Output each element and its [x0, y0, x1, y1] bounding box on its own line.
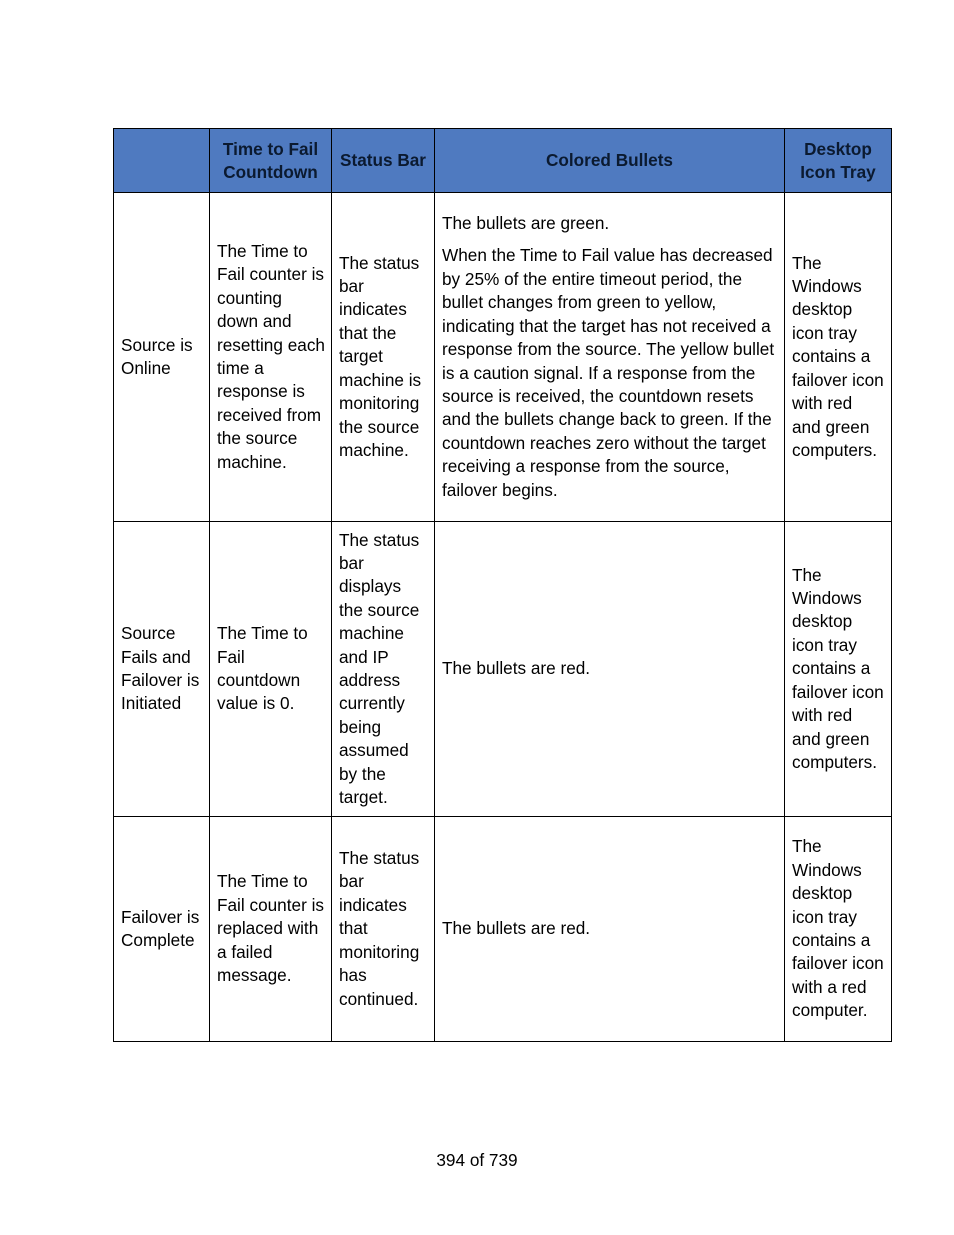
bullets-paragraph: The bullets are red.: [442, 658, 591, 679]
failover-status-table: [113, 128, 892, 1042]
page-number: 394 of 739: [436, 1150, 518, 1170]
cell-countdown: The Time to Fail counter is counting down and resetting each time a response is received from the source machine.: [210, 193, 332, 522]
header-desktop-icon-tray: Desktop Icon Tray: [785, 129, 892, 193]
table-row: [114, 193, 892, 522]
bullets-paragraph: When the Time to Fail value has decreased by 25% of the entire timeout period, the bullet changes from green to yellow, indicating that the target has not received a response from the source. The yellow bullet is a caution signal. If a response from the source is received, the countdown resets and the bullets change back to green. If the countdown reaches zero without the target receiving a response from the source, failover begins.: [442, 245, 775, 500]
cell-status-bar: The status bar indicates that monitoring has continued.: [332, 817, 435, 1042]
cell-status-bar: The status bar indicates that the target machine is monitoring the source machine.: [332, 193, 435, 522]
cell-state: Source is Online: [114, 193, 210, 522]
cell-countdown: The Time to Fail counter is replaced with a failed message.: [210, 817, 332, 1042]
bullets-paragraph: The bullets are red.: [442, 918, 591, 939]
table-row: [114, 522, 892, 817]
cell-desktop-icon-tray: The Windows desktop icon tray contains a failover icon with a red computer.: [785, 817, 892, 1042]
table-header-row: [114, 129, 892, 193]
cell-state: Source Fails and Failover is Initiated: [114, 522, 210, 817]
cell-colored-bullets: [435, 193, 785, 522]
header-state: [114, 129, 210, 193]
bullets-paragraph: The bullets are green.: [442, 213, 610, 234]
header-colored-bullets: Colored Bullets: [435, 129, 785, 193]
cell-desktop-icon-tray: The Windows desktop icon tray contains a failover icon with red and green computers.: [785, 522, 892, 817]
cell-desktop-icon-tray: The Windows desktop icon tray contains a failover icon with red and green computers.: [785, 193, 892, 522]
cell-colored-bullets: [435, 817, 785, 1042]
cell-status-bar: The status bar displays the source machine and IP address currently being assumed by the target.: [332, 522, 435, 817]
cell-colored-bullets: [435, 522, 785, 817]
header-time-to-fail-countdown: Time to Fail Countdown: [210, 129, 332, 193]
cell-countdown: The Time to Fail countdown value is 0.: [210, 522, 332, 817]
table-row: [114, 817, 892, 1042]
cell-state: Failover is Complete: [114, 817, 210, 1042]
header-status-bar: Status Bar: [332, 129, 435, 193]
